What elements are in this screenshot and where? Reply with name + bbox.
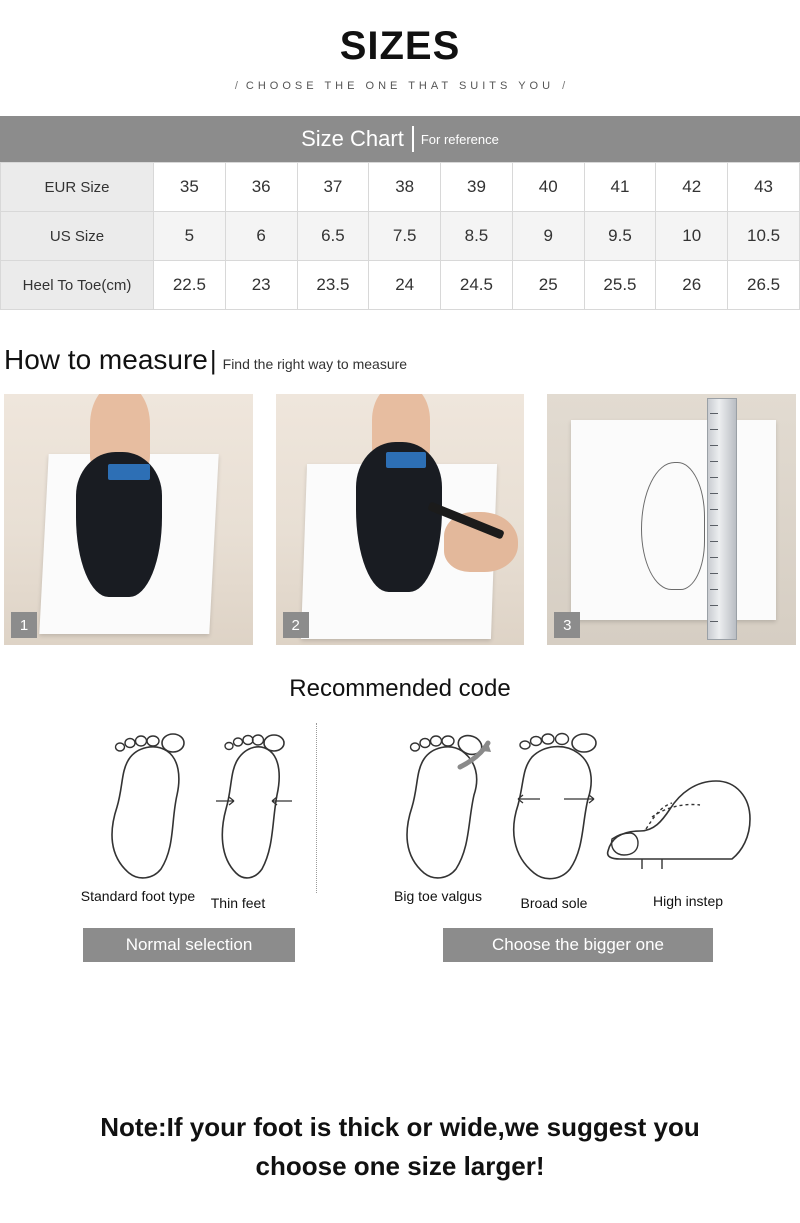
cell-htt-1: 23 [225,261,297,310]
cell-us-2: 6.5 [297,212,369,261]
size-chart-header [0,116,800,162]
foot-caption-bigtoe-text: Big toe valgus [394,888,482,904]
cell-us-0: 5 [154,212,226,261]
foot-high-instep-icon [600,773,760,883]
foot-caption-broad-text: Broad sole [520,895,588,911]
cell-htt-8: 26.5 [728,261,800,310]
note-line-2: choose one size larger! [255,1151,545,1181]
cell-us-4: 8.5 [441,212,513,261]
table-row [1,261,800,310]
cell-eur-1: 36 [225,163,297,212]
cell-htt-3: 24 [369,261,441,310]
cell-htt-5: 25 [512,261,584,310]
cell-us-1: 6 [225,212,297,261]
foot-caption-standard [78,888,198,906]
cell-htt-7: 26 [656,261,728,310]
cell-eur-6: 41 [584,163,656,212]
measure-step-2-photo [276,394,525,645]
page-subtitle [0,80,800,92]
cell-us-3: 7.5 [369,212,441,261]
cell-htt-6: 25.5 [584,261,656,310]
how-to-measure-subtitle: Find the right way to measure [222,356,408,372]
foot-standard-icon [95,721,205,881]
foot-outline-trace [641,462,705,590]
foot-thin-icon [196,721,306,881]
foot-bigtoe-valgus-icon [390,721,500,881]
size-chart [0,116,800,310]
cell-eur-2: 37 [297,163,369,212]
table-row [1,212,800,261]
size-chart-subtitle: For reference [420,131,499,147]
cell-us-6: 9.5 [584,212,656,261]
row-label-heel-to-toe: Heel To Toe(cm) [1,261,154,310]
note-line-1: Note:If your foot is thick or wide,we suggest you [100,1112,700,1142]
foot-caption-instep [618,893,758,911]
measure-step-3-photo [547,394,796,645]
cell-eur-8: 43 [728,163,800,212]
page-title: SIZES [339,24,461,68]
size-table [0,162,800,310]
cell-eur-5: 40 [512,163,584,212]
step-badge-3: 3 [554,612,580,638]
row-label-eur: EUR Size [1,163,154,212]
subtitle-slash-left: / [234,80,238,92]
step-badge-2: 2 [283,612,309,638]
sock-logo-tag [386,452,426,468]
how-to-measure-separator: | [209,345,217,375]
page-header [0,0,800,92]
cell-eur-4: 39 [441,163,513,212]
foot-caption-bigtoe [383,888,493,906]
note-text [0,1108,800,1186]
ruler [707,398,737,640]
normal-selection-button[interactable]: Normal selection [83,928,295,962]
size-chart-title: Size Chart [301,126,414,152]
cell-eur-7: 42 [656,163,728,212]
step-badge-1: 1 [11,612,37,638]
subtitle-text: CHOOSE THE ONE THAT SUITS YOU [245,80,555,92]
foot-caption-standard-text: Standard foot type [80,888,196,904]
subtitle-slash-right: / [562,80,566,92]
foot-caption-thin-text: Thin feet [210,895,266,911]
cell-eur-3: 38 [369,163,441,212]
measure-step-photos [0,394,800,645]
cell-eur-0: 35 [154,163,226,212]
cell-us-8: 10.5 [728,212,800,261]
sock-logo-tag [108,464,150,480]
recommended-title: Recommended code [289,675,511,702]
how-to-measure-title: How to measure [4,344,208,375]
section-divider [316,723,317,893]
how-to-measure-header [0,344,800,376]
foot-caption-broad [495,895,613,913]
cell-us-7: 10 [656,212,728,261]
cell-htt-0: 22.5 [154,261,226,310]
foot-caption-instep-text: High instep [652,893,724,909]
table-row [1,163,800,212]
cell-htt-4: 24.5 [441,261,513,310]
row-label-us: US Size [1,212,154,261]
cell-htt-2: 23.5 [297,261,369,310]
measure-step-1-photo [4,394,253,645]
choose-bigger-button[interactable]: Choose the bigger one [443,928,713,962]
cell-us-5: 9 [512,212,584,261]
recommended-foot-types [0,713,800,1013]
foot-caption-thin [188,895,288,913]
